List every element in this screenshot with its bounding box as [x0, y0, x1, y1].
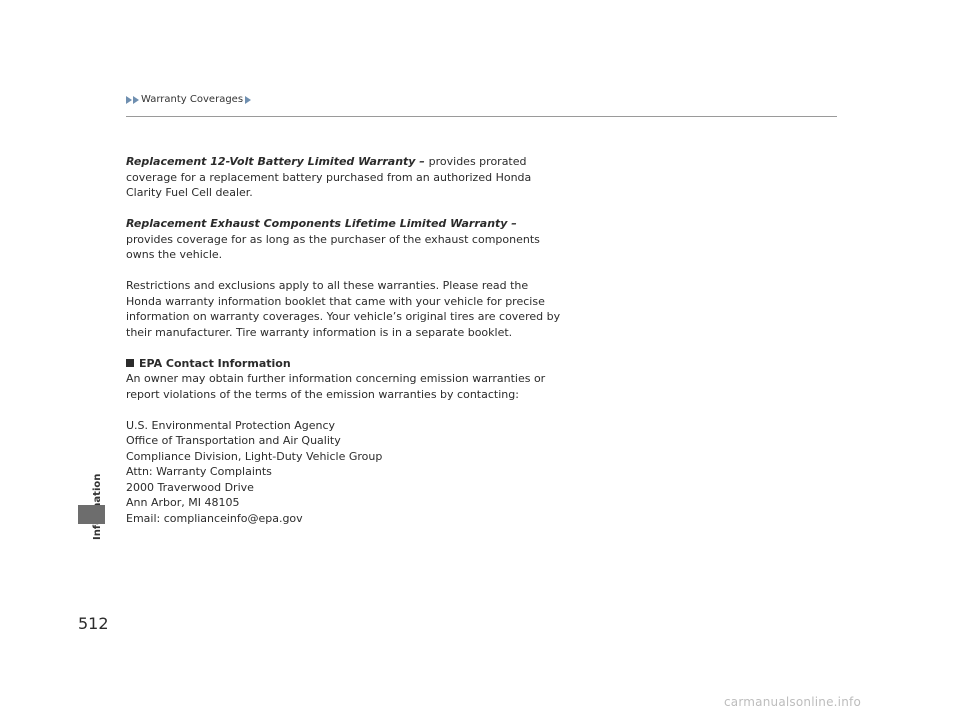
arrow-right-icon	[245, 96, 251, 104]
address-line: 2000 Traverwood Drive	[126, 480, 254, 494]
square-bullet-icon	[126, 359, 134, 367]
address-line: Compliance Division, Light-Duty Vehicle Group	[126, 449, 383, 463]
arrow-right-icon	[133, 96, 139, 104]
address-line: U.S. Environmental Protection Agency	[126, 418, 336, 432]
page-content	[126, 154, 566, 526]
breadcrumb	[126, 94, 252, 105]
exhaust-warranty-paragraph	[126, 216, 566, 263]
side-section-tab[interactable]	[78, 505, 105, 524]
battery-warranty-title: Replacement 12-Volt Battery Limited Warranty	[126, 155, 416, 168]
header-divider	[126, 116, 837, 117]
exhaust-warranty-dash: –	[507, 217, 517, 230]
page-number: 512	[78, 614, 109, 633]
battery-warranty-body: provides prorated coverage for a replacement battery purchased from an authorized Honda Clarity Fuel Cell dealer.	[126, 155, 532, 199]
exhaust-warranty-title: Replacement Exhaust Components Lifetime Limited Warranty	[126, 217, 508, 230]
address-line: Ann Arbor, MI 48105	[126, 496, 240, 509]
watermark: carmanualsonline.info	[724, 695, 861, 709]
epa-intro: An owner may obtain further information concerning emission warranties or report violations of the terms of the emission warranties by contacting:	[126, 372, 546, 401]
address-line: Office of Transportation and Air Quality	[126, 434, 341, 447]
battery-warranty-paragraph	[126, 154, 566, 201]
epa-heading	[126, 356, 566, 372]
epa-address	[126, 418, 566, 527]
address-line: Attn: Warranty Complaints	[126, 465, 272, 478]
exhaust-warranty-body: provides coverage for as long as the purchaser of the exhaust components owns the vehicle.	[126, 232, 540, 261]
arrow-right-icon	[126, 96, 132, 104]
battery-warranty-dash: –	[415, 155, 429, 168]
epa-heading-text: EPA Contact Information	[139, 356, 291, 370]
email-line[interactable]: Email: complianceinfo@epa.gov	[126, 511, 303, 525]
breadcrumb-label[interactable]: Warranty Coverages	[141, 94, 244, 105]
restrictions-paragraph: Restrictions and exclusions apply to all these warranties. Please read the Honda warranty information booklet that came with your vehicle for precise information on warranty coverages. Your vehicle’s original tires are covered by their manufacturer. Tire warranty information is in a separate booklet.	[126, 279, 561, 339]
